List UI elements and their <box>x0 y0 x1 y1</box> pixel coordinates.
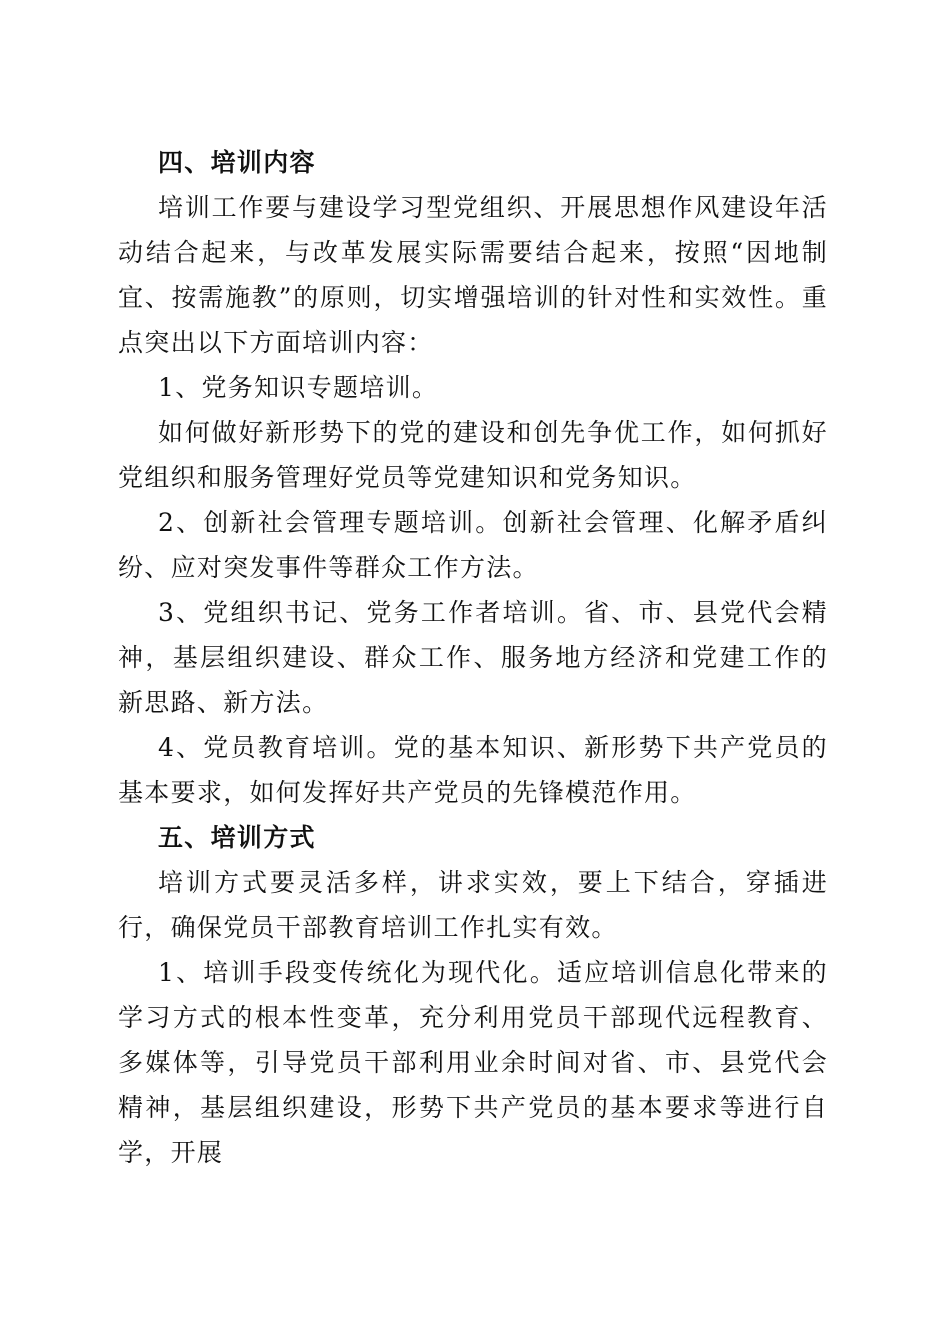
list-item-party-affairs-title: 1、党务知识专题培训。 <box>158 373 439 402</box>
document-body <box>118 140 828 1175</box>
section-heading-training-methods: 五、培训方式 <box>158 823 316 852</box>
list-item-modernization: 1、培训手段变传统化为现代化。适应培训信息化带来的学习方式的根本性变革，充分利用党员干部现代远程教育、多媒体等，引导党员干部利用业余时间对省、市、县党代会精神，基层组织建设，形势下共产党员的基本要求等进行自学，开展 <box>118 958 828 1167</box>
list-item-party-secretary-training: 3、党组织书记、党务工作者培训。省、市、县党代会精神，基层组织建设、群众工作、服务地方经济和党建工作的新思路、新方法。 <box>118 598 828 717</box>
paragraph-training-methods-intro: 培训方式要灵活多样，讲求实效，要上下结合，穿插进行，确保党员干部教育培训工作扎实有效。 <box>118 868 828 942</box>
paragraph-training-content-intro: 培训工作要与建设学习型党组织、开展思想作风建设年活动结合起来，与改革发展实际需要结合起来，按照“因地制宜、按需施教”的原则，切实增强培训的针对性和实效性。重点突出以下方面培训内容： <box>118 193 828 357</box>
list-item-member-education: 4、党员教育培训。党的基本知识、新形势下共产党员的基本要求，如何发挥好共产党员的先锋模范作用。 <box>118 733 828 807</box>
list-item-social-management: 2、创新社会管理专题培训。创新社会管理、化解矛盾纠纷、应对突发事件等群众工作方法。 <box>118 508 828 582</box>
paragraph-party-affairs-body: 如何做好新形势下的党的建设和创先争优工作，如何抓好党组织和服务管理好党员等党建知识和党务知识。 <box>118 418 828 492</box>
section-heading-training-content: 四、培训内容 <box>158 148 316 177</box>
